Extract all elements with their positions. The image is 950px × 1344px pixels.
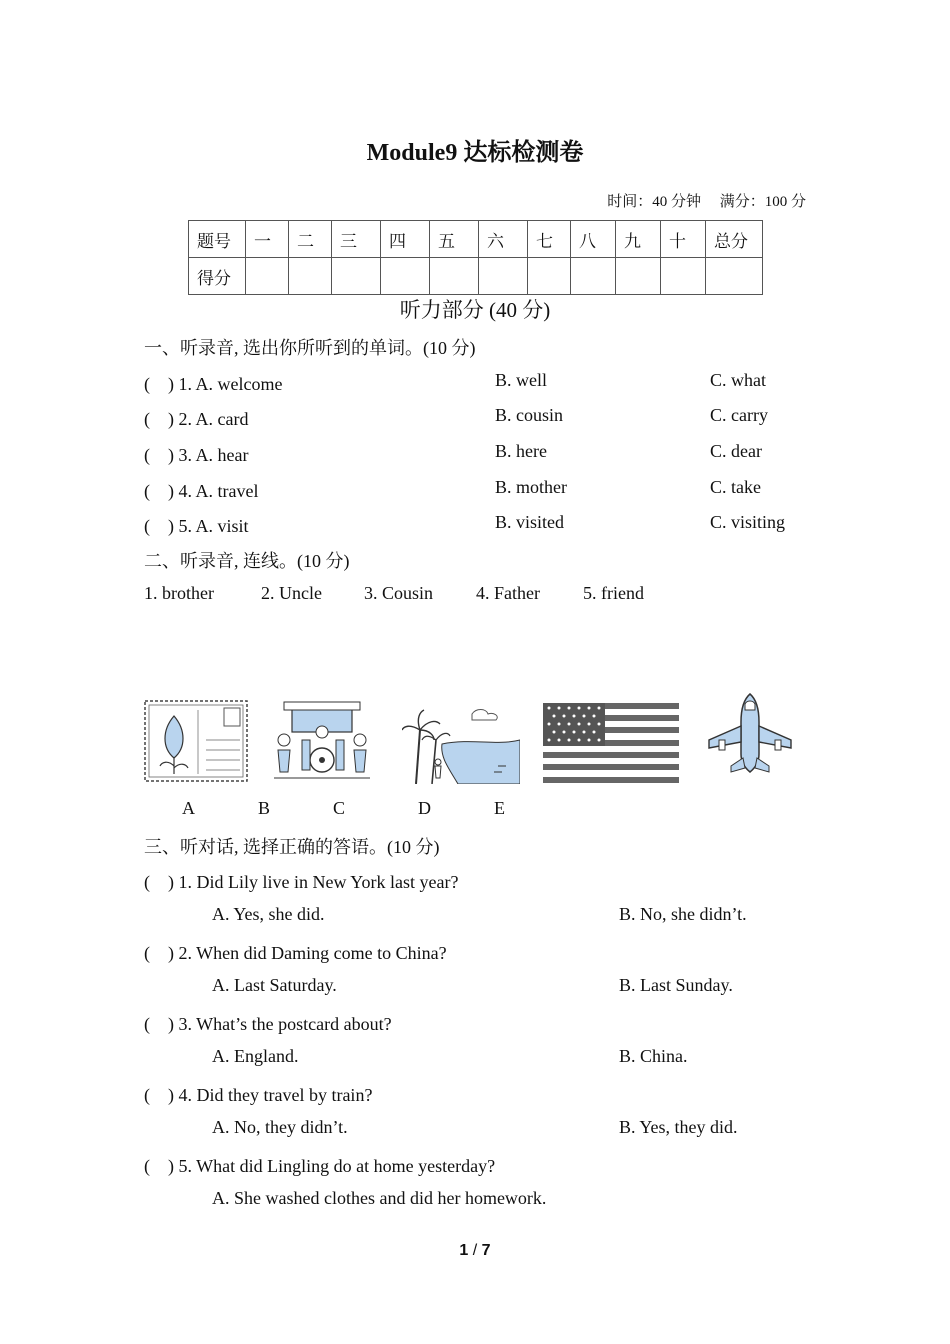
exam-meta: 时间：40 分钟 满分：100 分 bbox=[607, 194, 806, 210]
score-input-cell[interactable] bbox=[381, 258, 430, 295]
score-input-cell[interactable] bbox=[616, 258, 661, 295]
score-input-cell[interactable] bbox=[661, 258, 706, 295]
score-table bbox=[188, 220, 763, 295]
picture-letter: A bbox=[182, 798, 195, 818]
score-input-cell[interactable] bbox=[332, 258, 381, 295]
listening-section-header: 听力部分 (40 分) bbox=[399, 298, 551, 322]
part3-question: ( ) 4. Did they travel by train? bbox=[144, 1085, 373, 1105]
part1-question: ( ) 2. A. card bbox=[144, 409, 249, 429]
part1-option-b: B. mother bbox=[495, 477, 567, 497]
part3-heading: 三、听对话, 选择正确的答语。(10 分) bbox=[144, 837, 440, 857]
picture-letter: D bbox=[418, 798, 431, 818]
part1-question: ( ) 5. A. visit bbox=[144, 516, 249, 536]
us-flag-image bbox=[543, 703, 679, 783]
score-cell: 九 bbox=[616, 221, 661, 258]
part1-option-c: C. dear bbox=[710, 441, 762, 461]
part1-heading: 一、听录音, 选出你所听到的单词。(10 分) bbox=[144, 338, 476, 358]
part3-option-a: A. England. bbox=[212, 1046, 299, 1066]
page-title: Module9 达标检测卷 bbox=[366, 140, 584, 166]
postcard-image bbox=[144, 700, 248, 782]
score-cell: 题号 bbox=[189, 221, 246, 258]
score-table-header-row bbox=[189, 221, 763, 258]
page-total: 7 bbox=[481, 1242, 491, 1259]
part1-option-c: C. what bbox=[710, 370, 766, 390]
part3-question: ( ) 3. What’s the postcard about? bbox=[144, 1014, 392, 1034]
score-cell: 八 bbox=[571, 221, 616, 258]
score-cell: 三 bbox=[332, 221, 381, 258]
picture-letter: C bbox=[333, 798, 346, 818]
score-cell: 总分 bbox=[706, 221, 763, 258]
part3-question: ( ) 1. Did Lily live in New York last year? bbox=[144, 872, 459, 892]
part3-option-b: B. China. bbox=[619, 1046, 688, 1066]
band-image bbox=[270, 700, 374, 782]
part1-option-b: B. cousin bbox=[495, 405, 564, 425]
score-input-cell[interactable] bbox=[528, 258, 571, 295]
part2-word: 3. Cousin bbox=[364, 583, 434, 603]
score-row-label: 得分 bbox=[189, 258, 246, 295]
score-cell: 六 bbox=[479, 221, 528, 258]
airplane-image bbox=[705, 692, 795, 776]
score-input-cell[interactable] bbox=[246, 258, 289, 295]
part3-question: ( ) 5. What did Lingling do at home yesterday? bbox=[144, 1156, 496, 1176]
part2-word: 5. friend bbox=[583, 583, 644, 603]
score-input-cell[interactable] bbox=[479, 258, 528, 295]
part1-option-b: B. well bbox=[495, 370, 547, 390]
score-input-cell[interactable] bbox=[571, 258, 616, 295]
picture-letter: E bbox=[494, 798, 505, 818]
part1-question: ( ) 4. A. travel bbox=[144, 481, 259, 501]
score-cell: 十 bbox=[661, 221, 706, 258]
page-current: 1 bbox=[459, 1242, 469, 1259]
part3-option-b: B. Last Sunday. bbox=[619, 975, 733, 995]
score-cell: 一 bbox=[246, 221, 289, 258]
score-input-cell[interactable] bbox=[289, 258, 332, 295]
part1-option-c: C. carry bbox=[710, 405, 768, 425]
part3-question: ( ) 2. When did Daming come to China? bbox=[144, 943, 447, 963]
part3-option-a: A. Yes, she did. bbox=[212, 904, 325, 924]
part1-option-b: B. visited bbox=[495, 512, 565, 532]
beach-image bbox=[402, 700, 520, 784]
picture-letter: B bbox=[258, 798, 271, 818]
score-cell: 七 bbox=[528, 221, 571, 258]
part2-word: 2. Uncle bbox=[261, 583, 322, 603]
part3-option-a: A. Last Saturday. bbox=[212, 975, 337, 995]
score-cell: 二 bbox=[289, 221, 332, 258]
part2-word: 4. Father bbox=[476, 583, 540, 603]
part1-question: ( ) 1. A. welcome bbox=[144, 374, 283, 394]
part2-heading: 二、听录音, 连线。(10 分) bbox=[144, 551, 350, 571]
score-input-cell[interactable] bbox=[430, 258, 479, 295]
part3-option-b: B. Yes, they did. bbox=[619, 1117, 738, 1137]
page-number bbox=[0, 1242, 950, 1260]
part1-question: ( ) 3. A. hear bbox=[144, 445, 249, 465]
score-cell: 五 bbox=[430, 221, 479, 258]
part2-word: 1. brother bbox=[144, 583, 214, 603]
page-separator: / bbox=[468, 1242, 482, 1259]
part3-option-b: B. No, she didn’t. bbox=[619, 904, 747, 924]
part3-option-a: A. No, they didn’t. bbox=[212, 1117, 348, 1137]
part3-option-a: A. She washed clothes and did her homework. bbox=[212, 1188, 547, 1208]
part1-option-c: C. take bbox=[710, 477, 761, 497]
part1-option-b: B. here bbox=[495, 441, 547, 461]
score-input-cell[interactable] bbox=[706, 258, 763, 295]
score-cell: 四 bbox=[381, 221, 430, 258]
score-table-score-row bbox=[189, 258, 763, 295]
part1-option-c: C. visiting bbox=[710, 512, 786, 532]
